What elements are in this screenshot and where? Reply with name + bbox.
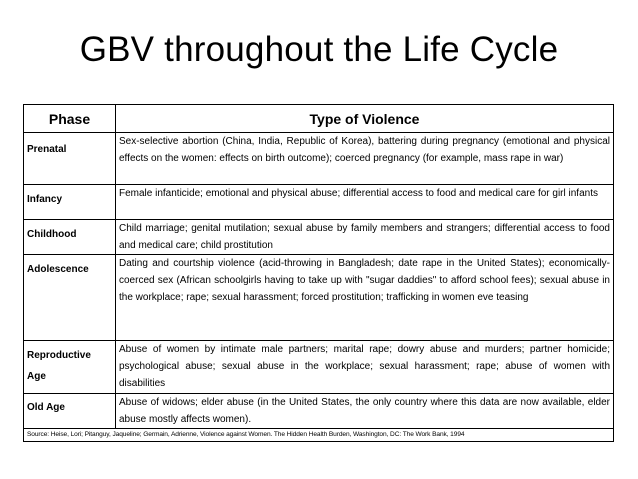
source-row [24,429,614,442]
violence-cell: Sex-selective abortion (China, India, Republic of Korea), battering during pregnancy (emotional and physical effects on the women: effects on birth outcome); coerced pregnancy (for example, mass rape in war) [116,133,614,185]
table-row [24,185,614,220]
table-row [24,255,614,341]
violence-cell: Dating and courtship violence (acid-throwing in Bangladesh; date rape in the United States); economically-coerced sex (African schoolgirls having to take up with "sugar daddies" to afford school fees); sexual abuse in the workplace; rape; sexual harassment; forced prostitution; trafficking in women eve teasing [116,255,614,341]
violence-cell: Child marriage; genital mutilation; sexual abuse by family members and strangers; differential access to food and medical care; child prostitution [116,220,614,255]
table-row [24,341,614,394]
table-row [24,133,614,185]
violence-cell: Abuse of widows; elder abuse (in the United States, the only country where this data are now available, elder abuse mostly affects women). [116,394,614,429]
phase-cell: Childhood [24,220,116,255]
phase-cell: Infancy [24,185,116,220]
slide-title: GBV throughout the Life Cycle [79,30,559,69]
phase-cell: Reproductive Age [24,341,116,394]
violence-cell: Female infanticide; emotional and physical abuse; differential access to food and medical care for girl infants [116,185,614,220]
table-row [24,220,614,255]
phase-cell: Old Age [24,394,116,429]
gbv-table [23,104,614,442]
source-citation: Source: Heise, Lori; Pitanguy, Jaqueline; Germain, Adrienne, Violence against Women. The Hidden Health Burden, Washington, DC: The Work Bank, 1994 [24,429,614,442]
phase-cell: Adolescence [24,255,116,341]
header-row [24,105,614,133]
phase-cell: Prenatal [24,133,116,185]
header-type-of-violence: Type of Violence [116,105,614,133]
violence-cell: Abuse of women by intimate male partners; marital rape; dowry abuse and murders; partner homicide; psychological abuse; sexual abuse in the workplace; sexual harassment; rape; abuse of women with disabilities [116,341,614,394]
header-phase: Phase [24,105,116,133]
table-row [24,394,614,429]
